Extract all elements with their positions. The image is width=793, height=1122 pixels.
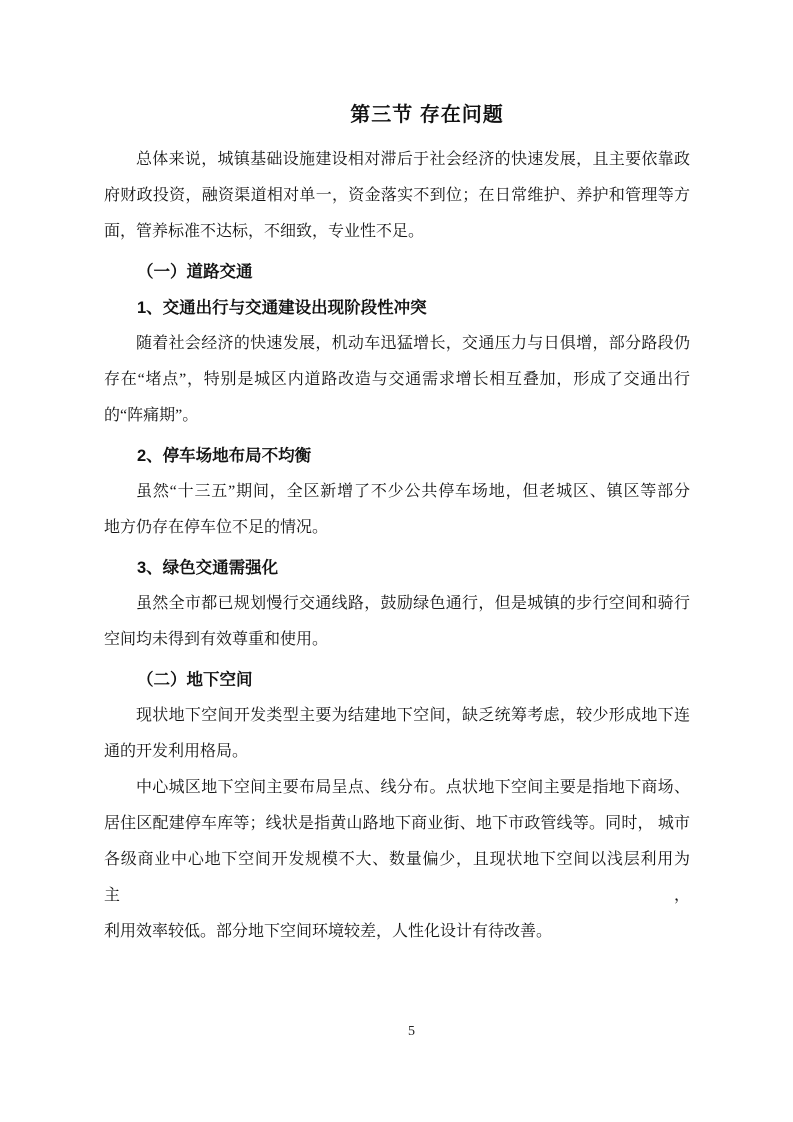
paragraph (104, 770, 690, 950)
text-line: 地方仍存在停车位不足的情况。 (104, 519, 329, 536)
text-line: 现状地下空间开发类型主要为结建地下空间，缺乏统筹考虑，较少形成地下连 (136, 707, 690, 724)
text-line: 中心城区地下空间主要布局呈点、线分布。点状地下空间主要是指地下商场、 (136, 779, 690, 796)
text-line: 的“阵痛期”。 (104, 407, 199, 424)
section-heading: （一）道路交通 (137, 263, 253, 281)
text-line: 利用效率较低。部分地下空间环境较差，人性化设计有待改善。 (104, 923, 553, 940)
section-heading: 2、停车场地布局不均衡 (137, 447, 312, 465)
section-heading: （二）地下空间 (137, 671, 253, 689)
section-heading: 1、交通出行与交通建设出现阶段性冲突 (137, 299, 427, 317)
paragraph (104, 698, 690, 770)
text-line: 各级商业中心地下空间开发规模不大、数量偏少，且现状地下空间以浅层利用为主， (104, 851, 690, 904)
page-number: 5 (408, 1024, 415, 1039)
text-line: 空间均未得到有效尊重和使用。 (104, 631, 329, 648)
paragraph (104, 142, 690, 250)
text-line: 通的开发利用格局。 (104, 743, 249, 760)
document-content (104, 100, 690, 950)
text-line: 面，管养标准不达标，不细致，专业性不足。 (104, 223, 425, 240)
paragraph (104, 474, 690, 546)
text-line: 虽然全市都已规划慢行交通线路，鼓励绿色通行，但是城镇的步行空间和骑行 (136, 595, 690, 612)
text-line: 府财政投资，融资渠道相对单一，资金落实不到位；在日常维护、养护和管理等方 (104, 187, 690, 204)
paragraph (104, 326, 690, 434)
text-line: 存在“堵点”，特别是城区内道路改造与交通需求增长相互叠加，形成了交通出行 (104, 371, 690, 388)
text-line: 虽然“十三五”期间，全区新增了不少公共停车场地，但老城区、镇区等部分 (136, 483, 690, 500)
text-line: 总体来说，城镇基础设施建设相对滞后于社会经济的快速发展，且主要依靠政 (136, 151, 690, 168)
text-line: 居住区配建停车库等；线状是指黄山路地下商业街、地下市政管线等。同时， 城市 (104, 815, 690, 832)
section-heading: 3、绿色交通需强化 (137, 559, 279, 577)
paragraph (104, 586, 690, 658)
text-line: 随着社会经济的快速发展，机动车迅猛增长，交通压力与日俱增，部分路段仍 (136, 335, 690, 352)
document-title: 第三节 存在问题 (350, 104, 504, 126)
